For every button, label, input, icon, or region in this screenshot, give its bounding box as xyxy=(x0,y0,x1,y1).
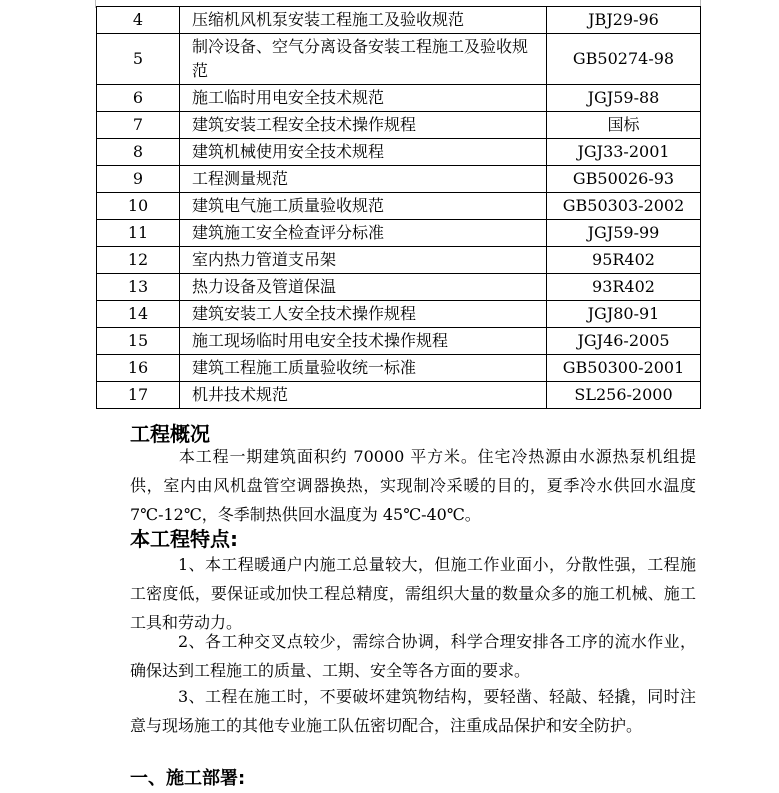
standard-name: 建筑施工安全检查评分标准 xyxy=(180,220,547,247)
standard-name: 压缩机风机泵安装工程施工及验收规范 xyxy=(180,7,547,34)
standard-code: JBJ29-96 xyxy=(547,7,701,34)
row-number: 9 xyxy=(97,166,180,193)
table-row xyxy=(97,34,701,85)
overview-text: 本工程一期建筑面积约 70000 平方米。住宅冷热源由水源热泵机组提供，室内由风机盘管空调器换热，实现制冷采暖的目的，夏季冷水供回水温度 7℃-12℃，冬季制热供回水温度为 45℃-40℃。 xyxy=(130,447,696,524)
standard-name: 室内热力管道支吊架 xyxy=(180,247,547,274)
standard-name: 机井技术规范 xyxy=(180,382,547,409)
deployment-heading: 一、施工部署: xyxy=(130,768,246,789)
table-row xyxy=(97,301,701,328)
feature-text-1: 1、本工程暖通户内施工总量较大，但施工作业面小，分散性强，工程施工密度低，要保证或加快工程总精度，需组织大量的数量众多的施工机械、施工工具和劳动力。 xyxy=(130,555,696,632)
table-row xyxy=(97,247,701,274)
overview-heading: 工程概况 xyxy=(130,422,210,446)
standard-name: 建筑安装工人安全技术操作规程 xyxy=(180,301,547,328)
standard-name: 工程测量规范 xyxy=(180,166,547,193)
table-row xyxy=(97,274,701,301)
standard-code: SL256-2000 xyxy=(547,382,701,409)
row-number: 16 xyxy=(97,355,180,382)
standard-name: 施工现场临时用电安全技术操作规程 xyxy=(180,328,547,355)
standard-name: 建筑电气施工质量验收规范 xyxy=(180,193,547,220)
standards-table-body xyxy=(97,7,701,409)
standard-code: GB50274-98 xyxy=(547,34,701,85)
table-row xyxy=(97,328,701,355)
row-number: 17 xyxy=(97,382,180,409)
standard-code: JGJ80-91 xyxy=(547,301,701,328)
row-number: 5 xyxy=(97,34,180,85)
standard-name: 建筑安装工程安全技术操作规程 xyxy=(180,112,547,139)
standard-code: JGJ59-88 xyxy=(547,85,701,112)
table-row xyxy=(97,7,701,34)
standard-code: 95R402 xyxy=(547,247,701,274)
overview-paragraph xyxy=(130,442,696,529)
standards-table xyxy=(96,6,701,409)
standard-name: 施工临时用电安全技术规范 xyxy=(180,85,547,112)
standard-name: 建筑工程施工质量验收统一标准 xyxy=(180,355,547,382)
row-number: 7 xyxy=(97,112,180,139)
standard-name: 热力设备及管道保温 xyxy=(180,274,547,301)
standard-code: GB50026-93 xyxy=(547,166,701,193)
feature-text-3: 3、工程在施工时，不要破坏建筑物结构，要轻凿、轻敲、轻撬，同时注意与现场施工的其他专业施工队伍密切配合，注重成品保护和安全防护。 xyxy=(130,687,696,735)
table-row xyxy=(97,139,701,166)
table-row xyxy=(97,112,701,139)
table-row xyxy=(97,220,701,247)
row-number: 12 xyxy=(97,247,180,274)
feature-text-2: 2、各工种交叉点较少，需综合协调，科学合理安排各工序的流水作业，确保达到工程施工的质量、工期、安全等各方面的要求。 xyxy=(130,632,696,680)
row-number: 4 xyxy=(97,7,180,34)
row-number: 14 xyxy=(97,301,180,328)
standard-name: 建筑机械使用安全技术规程 xyxy=(180,139,547,166)
table-row xyxy=(97,355,701,382)
table-row xyxy=(97,382,701,409)
standard-code: GB50300-2001 xyxy=(547,355,701,382)
table-row xyxy=(97,85,701,112)
standard-code: 93R402 xyxy=(547,274,701,301)
standard-code: 国标 xyxy=(547,112,701,139)
row-number: 10 xyxy=(97,193,180,220)
standard-name: 制冷设备、空气分离设备安装工程施工及验收规范 xyxy=(180,34,547,85)
standard-code: JGJ33-2001 xyxy=(547,139,701,166)
table-row xyxy=(97,193,701,220)
feature-item-2 xyxy=(130,627,696,685)
table-row xyxy=(97,166,701,193)
standard-code: JGJ59-99 xyxy=(547,220,701,247)
features-heading: 本工程特点: xyxy=(130,527,238,551)
feature-item-3 xyxy=(130,682,696,740)
row-number: 13 xyxy=(97,274,180,301)
row-number: 6 xyxy=(97,85,180,112)
row-number: 15 xyxy=(97,328,180,355)
row-number: 11 xyxy=(97,220,180,247)
row-number: 8 xyxy=(97,139,180,166)
feature-item-1 xyxy=(130,550,696,637)
standard-code: GB50303-2002 xyxy=(547,193,701,220)
standard-code: JGJ46-2005 xyxy=(547,328,701,355)
